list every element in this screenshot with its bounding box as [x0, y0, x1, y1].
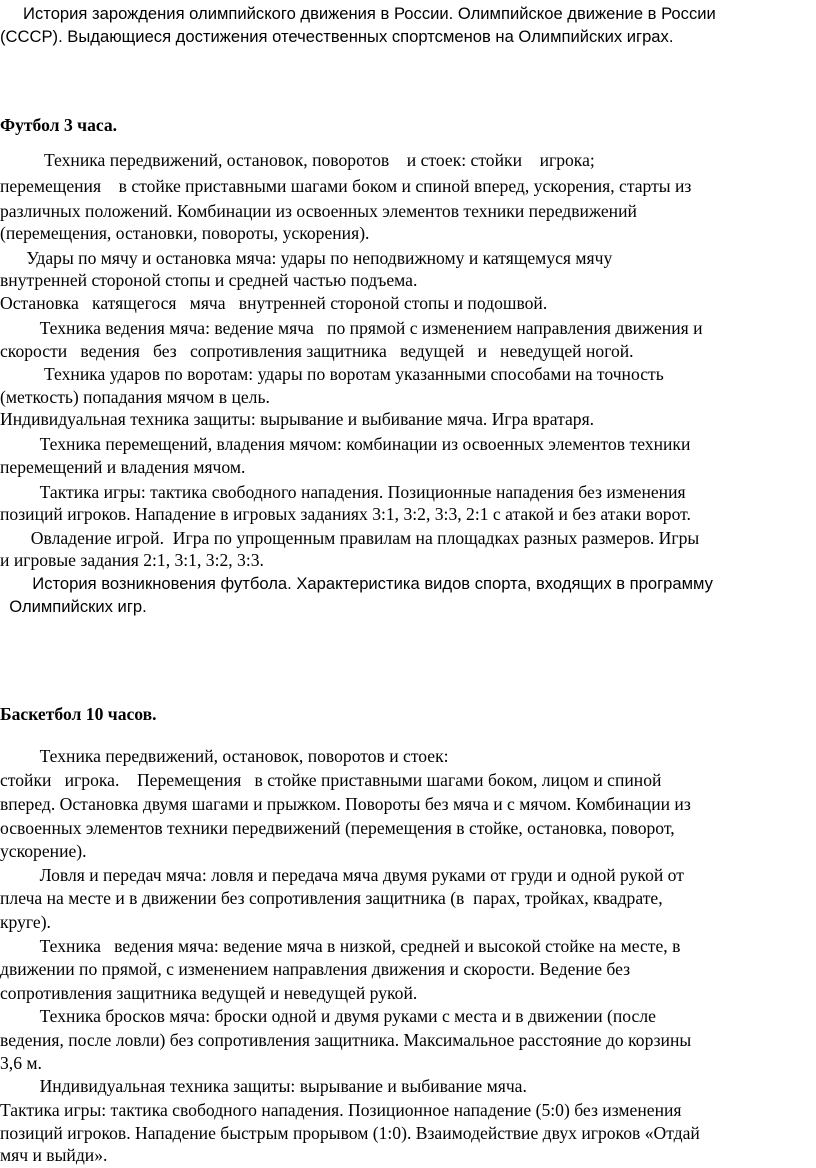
paragraph-line: плеча на месте и в движении без сопротивления защитника (в парах, тройках, квадрате,: [0, 888, 663, 908]
paragraph-line: Техника ведения мяча: ведение мяча в низкой, средней и высокой стойке на месте, в: [0, 936, 681, 956]
paragraph-line: Техника бросков мяча: броски одной и двумя руками с места и в движении (после: [0, 1006, 656, 1026]
paragraph-line: ускорение).: [0, 841, 87, 861]
paragraph-line: Тактика игры: тактика свободного нападения. Позиционные нападения без изменения: [0, 482, 686, 502]
paragraph-line: сопротивления защитника ведущей и неведущей рукой.: [0, 983, 418, 1003]
paragraph-line: Техника передвижений, остановок, поворотов и стоек: стойки игрока;: [0, 150, 595, 170]
paragraph-line: освоенных элементов техники передвижений (перемещения в стойке, остановка, поворот,: [0, 818, 675, 838]
paragraph-line: (меткость) попадания мячом в цель.: [0, 387, 270, 407]
paragraph-line: внутренней стороной стопы и средней частью подъема.: [0, 270, 418, 290]
paragraph-line: мяч и выйди».: [0, 1145, 108, 1165]
paragraph-line: движении по прямой, с изменением направления движения и скорости. Ведение без: [0, 959, 631, 979]
paragraph-line: круге).: [0, 912, 51, 932]
history-line: Олимпийских игр.: [0, 597, 147, 616]
intro-line: (СССР). Выдающиеся достижения отечественных спортсменов на Олимпийских играх.: [0, 27, 674, 46]
football-heading: Футбол 3 часа.: [0, 115, 118, 135]
paragraph-line: стойки игрока. Перемещения в стойке приставными шагами боком, лицом и спиной: [0, 770, 662, 790]
paragraph-line: Тактика игры: тактика свободного нападения. Позиционное нападение (5:0) без изменения: [0, 1100, 682, 1120]
paragraph-line: Индивидуальная техника защиты: вырывание и выбивание мяча. Игра вратаря.: [0, 409, 595, 429]
paragraph-line: Техника ведения мяча: ведение мяча по прямой с изменением направления движения и: [0, 318, 703, 338]
history-line: История возникновения футбола. Характеристика видов спорта, входящих в программу: [0, 574, 713, 593]
paragraph-line: перемещений и владения мячом.: [0, 457, 246, 477]
paragraph-line: Техника ударов по воротам: удары по воротам указанными способами на точность: [0, 364, 664, 384]
paragraph-line: (перемещения, остановки, повороты, ускорения).: [0, 223, 370, 243]
paragraph-line: Техника перемещений, владения мячом: комбинации из освоенных элементов техники: [0, 434, 691, 454]
paragraph-line: различных положений. Комбинации из освоенных элементов техники передвижений: [0, 201, 637, 221]
paragraph-line: перемещения в стойке приставными шагами боком и спиной вперед, ускорения, старты из: [0, 176, 692, 196]
paragraph-line: 3,6 м.: [0, 1053, 42, 1073]
paragraph-line: Ловля и передач мяча: ловля и передача мяча двумя руками от груди и одной рукой от: [0, 865, 684, 885]
paragraph-line: Остановка катящегося мяча внутренней стороной стопы и подошвой.: [0, 293, 548, 313]
paragraph-line: Удары по мячу и остановка мяча: удары по неподвижному и катящемуся мячу: [0, 248, 613, 268]
paragraph-line: позиций игроков. Нападение быстрым прорывом (1:0). Взаимодействие двух игроков «Отдай: [0, 1123, 700, 1143]
paragraph-line: Овладение игрой. Игра по упрощенным правилам на площадках разных размеров. Игры: [0, 528, 700, 548]
paragraph-line: и игровые задания 2:1, 3:1, 3:2, 3:3.: [0, 550, 264, 570]
paragraph-line: Техника передвижений, остановок, поворотов и стоек:: [0, 746, 449, 766]
paragraph-line: Индивидуальная техника защиты: вырывание и выбивание мяча.: [0, 1076, 527, 1096]
basketball-heading: Баскетбол 10 часов.: [0, 704, 157, 724]
paragraph-line: вперед. Остановка двумя шагами и прыжком. Повороты без мяча и с мячом. Комбинации из: [0, 794, 691, 814]
paragraph-line: позиций игроков. Нападение в игровых заданиях 3:1, 3:2, 3:3, 2:1 с атакой и без атаки ворот.: [0, 504, 691, 524]
intro-line: История зарождения олимпийского движения в России. Олимпийское движение в России: [0, 4, 716, 23]
paragraph-line: скорости ведения без сопротивления защитника ведущей и неведущей ногой.: [0, 341, 634, 361]
paragraph-line: ведения, после ловли) без сопротивления защитника. Максимальное расстояние до корзины: [0, 1030, 692, 1050]
